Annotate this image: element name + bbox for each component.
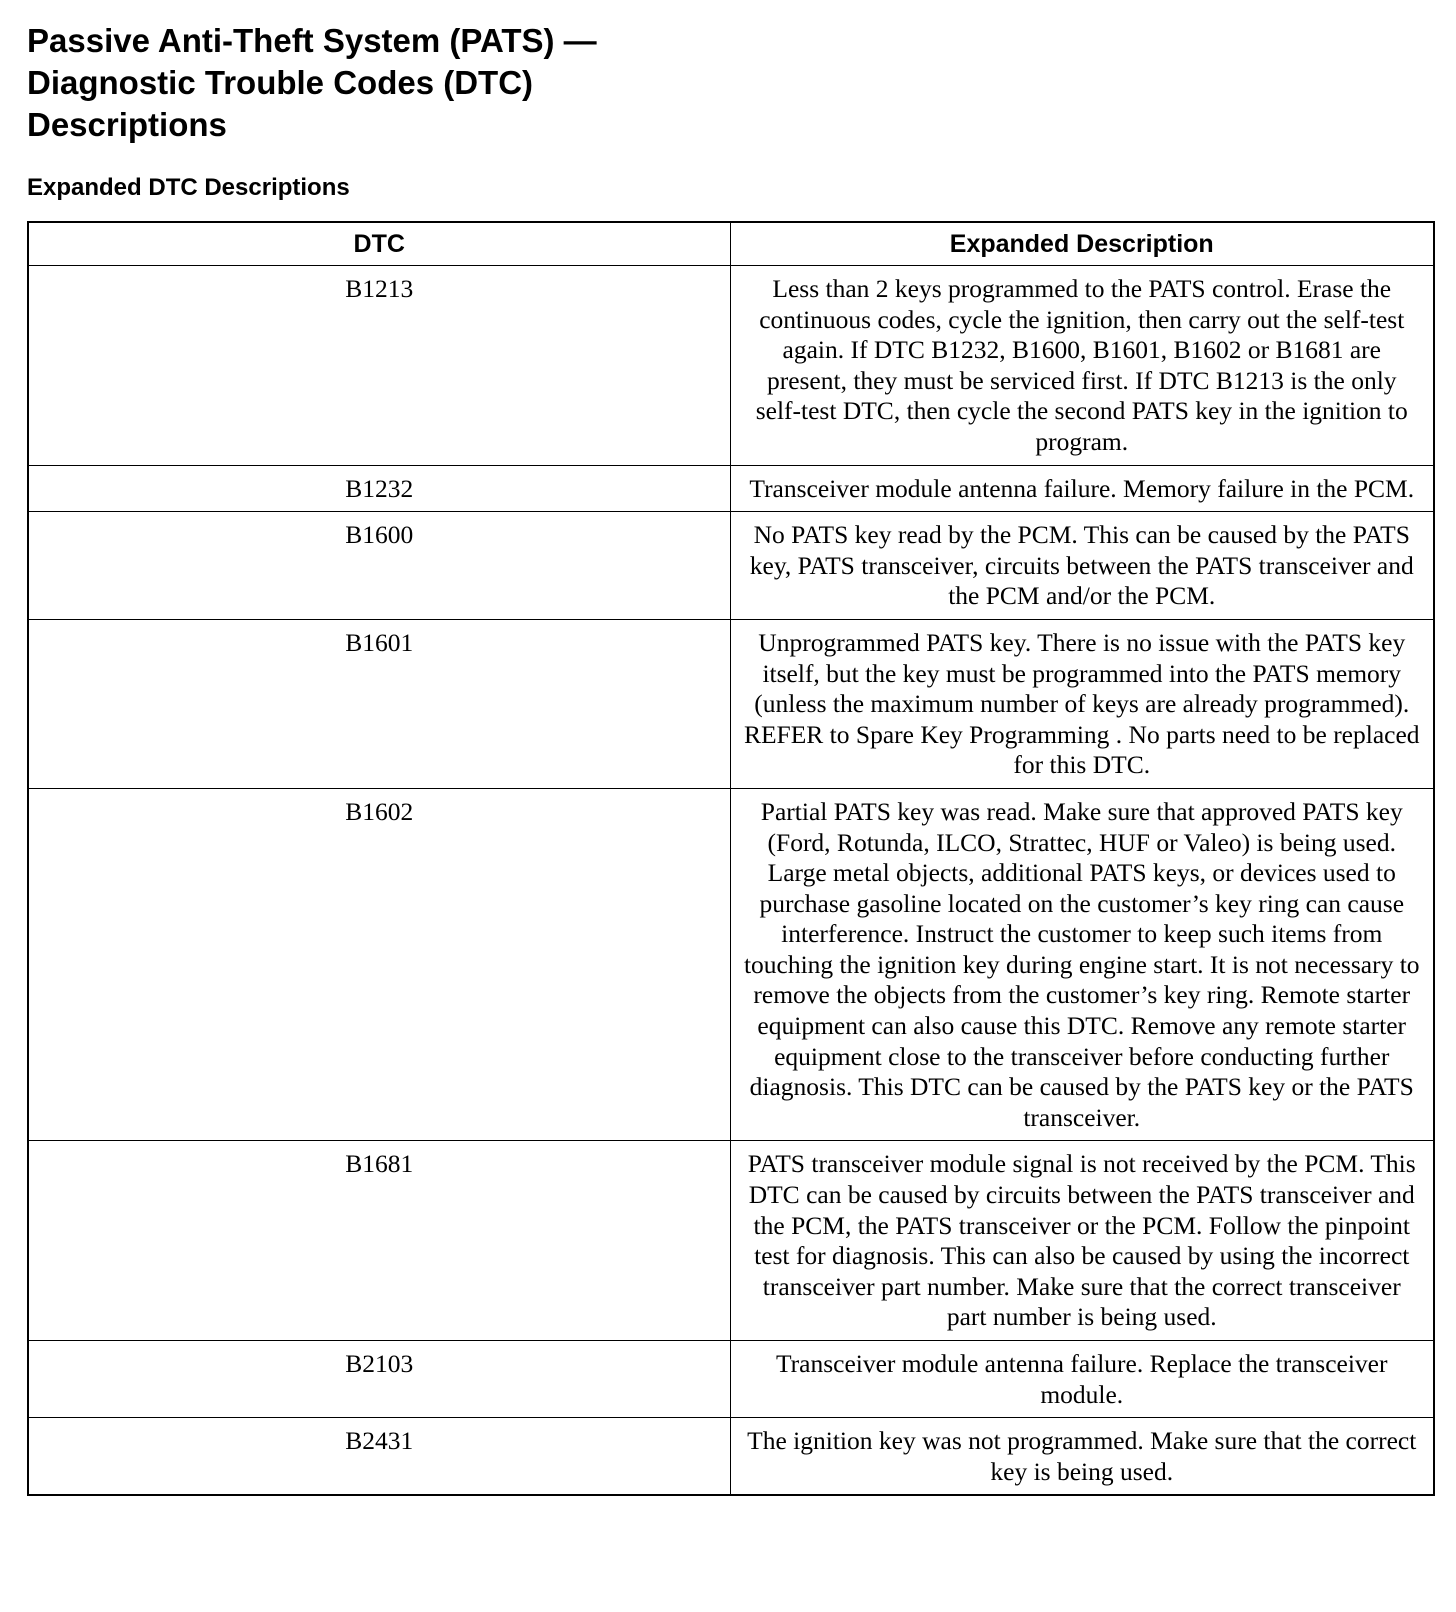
section-title: Expanded DTC Descriptions (27, 174, 350, 201)
table-row (28, 1418, 1434, 1496)
description-cell: No PATS key read by the PCM. This can be caused by the PATS key, PATS transceiver, circuits between the PATS transceiver and the PCM and/or the PCM. (730, 512, 1434, 620)
description-cell: Unprogrammed PATS key. There is no issue with the PATS key itself, but the key must be programmed into the PATS memory (unless the maximum number of keys are already programmed). REFER to Spare Key Programming . No parts need to be replaced for this DTC. (730, 619, 1434, 788)
dtc-code-cell: B2431 (28, 1418, 730, 1496)
description-cell: Partial PATS key was read. Make sure that approved PATS key (Ford, Rotunda, ILCO, Strattec, HUF or Valeo) is being used. Large metal objects, additional PATS keys, or devices used to purchase gasoline located on the customer’s key ring can cause interference. Instruct the customer to keep such items from touching the ignition key during engine start. It is not necessary to remove the objects from the customer’s key ring. Remote starter equipment can also cause this DTC. Remove any remote starter equipment close to the transceiver before conducting further diagnosis. This DTC can be caused by the PATS key or the PATS transceiver. (730, 788, 1434, 1141)
dtc-code-cell: B2103 (28, 1341, 730, 1418)
dtc-code-cell: B1600 (28, 512, 730, 620)
page-title-line: Diagnostic Trouble Codes (DTC) (27, 64, 534, 101)
table-row (28, 512, 1434, 620)
description-cell: Transceiver module antenna failure. Memory failure in the PCM. (730, 465, 1434, 512)
table-row (28, 1341, 1434, 1418)
dtc-code-cell: B1213 (28, 266, 730, 466)
table-row (28, 465, 1434, 512)
dtc-code-cell: B1602 (28, 788, 730, 1141)
column-header-dtc: DTC (28, 222, 730, 266)
description-cell: Transceiver module antenna failure. Replace the transceiver module. (730, 1341, 1434, 1418)
page-title (27, 20, 927, 146)
table-row (28, 266, 1434, 466)
table-row (28, 619, 1434, 788)
dtc-code-cell: B1601 (28, 619, 730, 788)
dtc-code-cell: B1232 (28, 465, 730, 512)
dtc-table (27, 221, 1435, 1496)
dtc-code-cell: B1681 (28, 1141, 730, 1341)
table-row (28, 788, 1434, 1141)
table-row (28, 1141, 1434, 1341)
page-title-line: Passive Anti-Theft System (PATS) — (27, 22, 597, 59)
column-header-description: Expanded Description (730, 222, 1434, 266)
description-cell: PATS transceiver module signal is not received by the PCM. This DTC can be caused by circuits between the PATS transceiver and the PCM, the PATS transceiver or the PCM. Follow the pinpoint test for diagnosis. This can also be caused by using the incorrect transceiver part number. Make sure that the correct transceiver part number is being used. (730, 1141, 1434, 1341)
description-cell: Less than 2 keys programmed to the PATS control. Erase the continuous codes, cycle the ignition, then carry out the self-test again. If DTC B1232, B1600, B1601, B1602 or B1681 are present, they must be serviced first. If DTC B1213 is the only self-test DTC, then cycle the second PATS key in the ignition to program. (730, 266, 1434, 466)
description-cell: The ignition key was not programmed. Make sure that the correct key is being used. (730, 1418, 1434, 1496)
page-title-line: Descriptions (27, 106, 227, 143)
table-header-row (28, 222, 1434, 266)
